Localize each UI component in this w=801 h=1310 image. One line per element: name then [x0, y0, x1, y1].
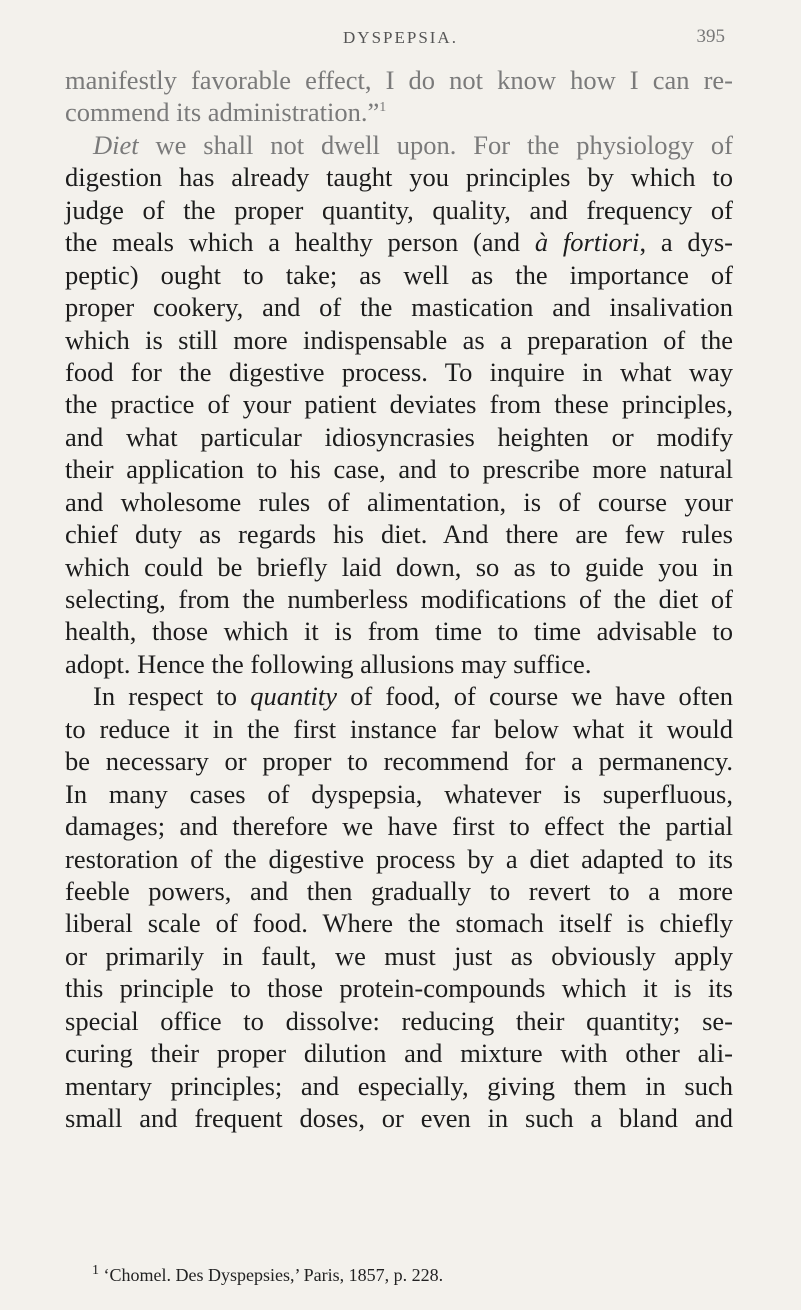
text-line-22: be necessary or proper to recommend for a permanency.: [65, 746, 733, 777]
text-line-10: food for the digestive process. To inquire in what way: [65, 356, 733, 387]
text-line-14: and wholesome rules of alimentation, is of course your: [65, 486, 733, 517]
a-fortiori-italic: à fortiori: [534, 227, 640, 258]
text-line-2: [65, 96, 733, 128]
footnote-reference: 1: [379, 100, 387, 116]
text-line-2-content: commend its administration.”: [65, 97, 380, 128]
text-line-25: restoration of the digestive process by a diet adapted to its: [65, 843, 733, 874]
text-line-32: mentary principles; and especially, giving them in such: [65, 1070, 733, 1101]
footnote-text: ‘Chomel. Des Dyspepsies,’ Paris, 1857, p. 228.: [103, 1265, 444, 1285]
text-line-24: damages; and therefore we have first to effect the partial: [65, 811, 733, 842]
text-line-7: peptic) ought to take; as well as the importance of: [65, 259, 733, 290]
text-line-31: curing their proper dilution and mixture with other ali-: [65, 1038, 733, 1069]
text-line-4: digestion has already taught you principles by which to: [65, 162, 733, 193]
body-text: [65, 64, 733, 1134]
running-title: DYSPEPSIA.: [343, 28, 458, 47]
text-line-20: In respect to quantity of food, of course we have often: [93, 681, 733, 712]
quantity-italic: quantity: [250, 681, 338, 712]
text-line-12: and what particular idiosyncrasies heighten or modify: [65, 421, 733, 452]
text-line-17: selecting, from the numberless modifications of the diet of: [65, 584, 733, 614]
text-line-21: to reduce it in the first instance far below what it would: [65, 713, 733, 744]
page-number: 395: [696, 26, 725, 47]
text-line-33: small and frequent doses, or even in such a bland and: [65, 1103, 733, 1133]
text-line-15: chief duty as regards his diet. And there are few rules: [65, 519, 733, 550]
text-line-30: special office to dissolve: reducing their quantity; se-: [65, 1005, 733, 1036]
text-line-3: Diet we shall not dwell upon. For the physiology of: [93, 129, 733, 160]
footnote: [92, 1265, 732, 1286]
text-line-5: judge of the proper quantity, quality, and frequency of: [65, 194, 733, 225]
footnote-marker: 1: [92, 1263, 99, 1278]
text-line-28: or primarily in fault, we must just as obviously apply: [65, 940, 733, 971]
text-line-13: their application to his case, and to prescribe more natural: [65, 454, 733, 485]
running-head: [0, 22, 801, 52]
text-line-23: In many cases of dyspepsia, whatever is superfluous,: [65, 778, 733, 809]
text-line-9: which is still more indispensable as a preparation of the: [65, 324, 733, 355]
text-line-27: liberal scale of food. Where the stomach itself is chiefly: [65, 908, 733, 939]
text-line-26: feeble powers, and then gradually to revert to a more: [65, 875, 733, 906]
text-line-19: adopt. Hence the following allusions may suffice.: [65, 648, 592, 679]
text-line-16: which could be briefly laid down, so as to guide you in: [65, 551, 733, 582]
text-line-29: this principle to those protein-compounds which it is its: [65, 973, 733, 1004]
text-line-6: the meals which a healthy person (and à fortiori, a dys-: [65, 227, 733, 258]
diet-italic: Diet: [93, 129, 139, 160]
text-line-8: proper cookery, and of the mastication and insalivation: [65, 292, 733, 323]
text-line-18: health, those which it is from time to time advisable to: [65, 616, 733, 647]
text-line-1: manifestly favorable effect, I do not know how I can re-: [65, 65, 733, 95]
text-line-11: the practice of your patient deviates from these principles,: [65, 389, 733, 420]
